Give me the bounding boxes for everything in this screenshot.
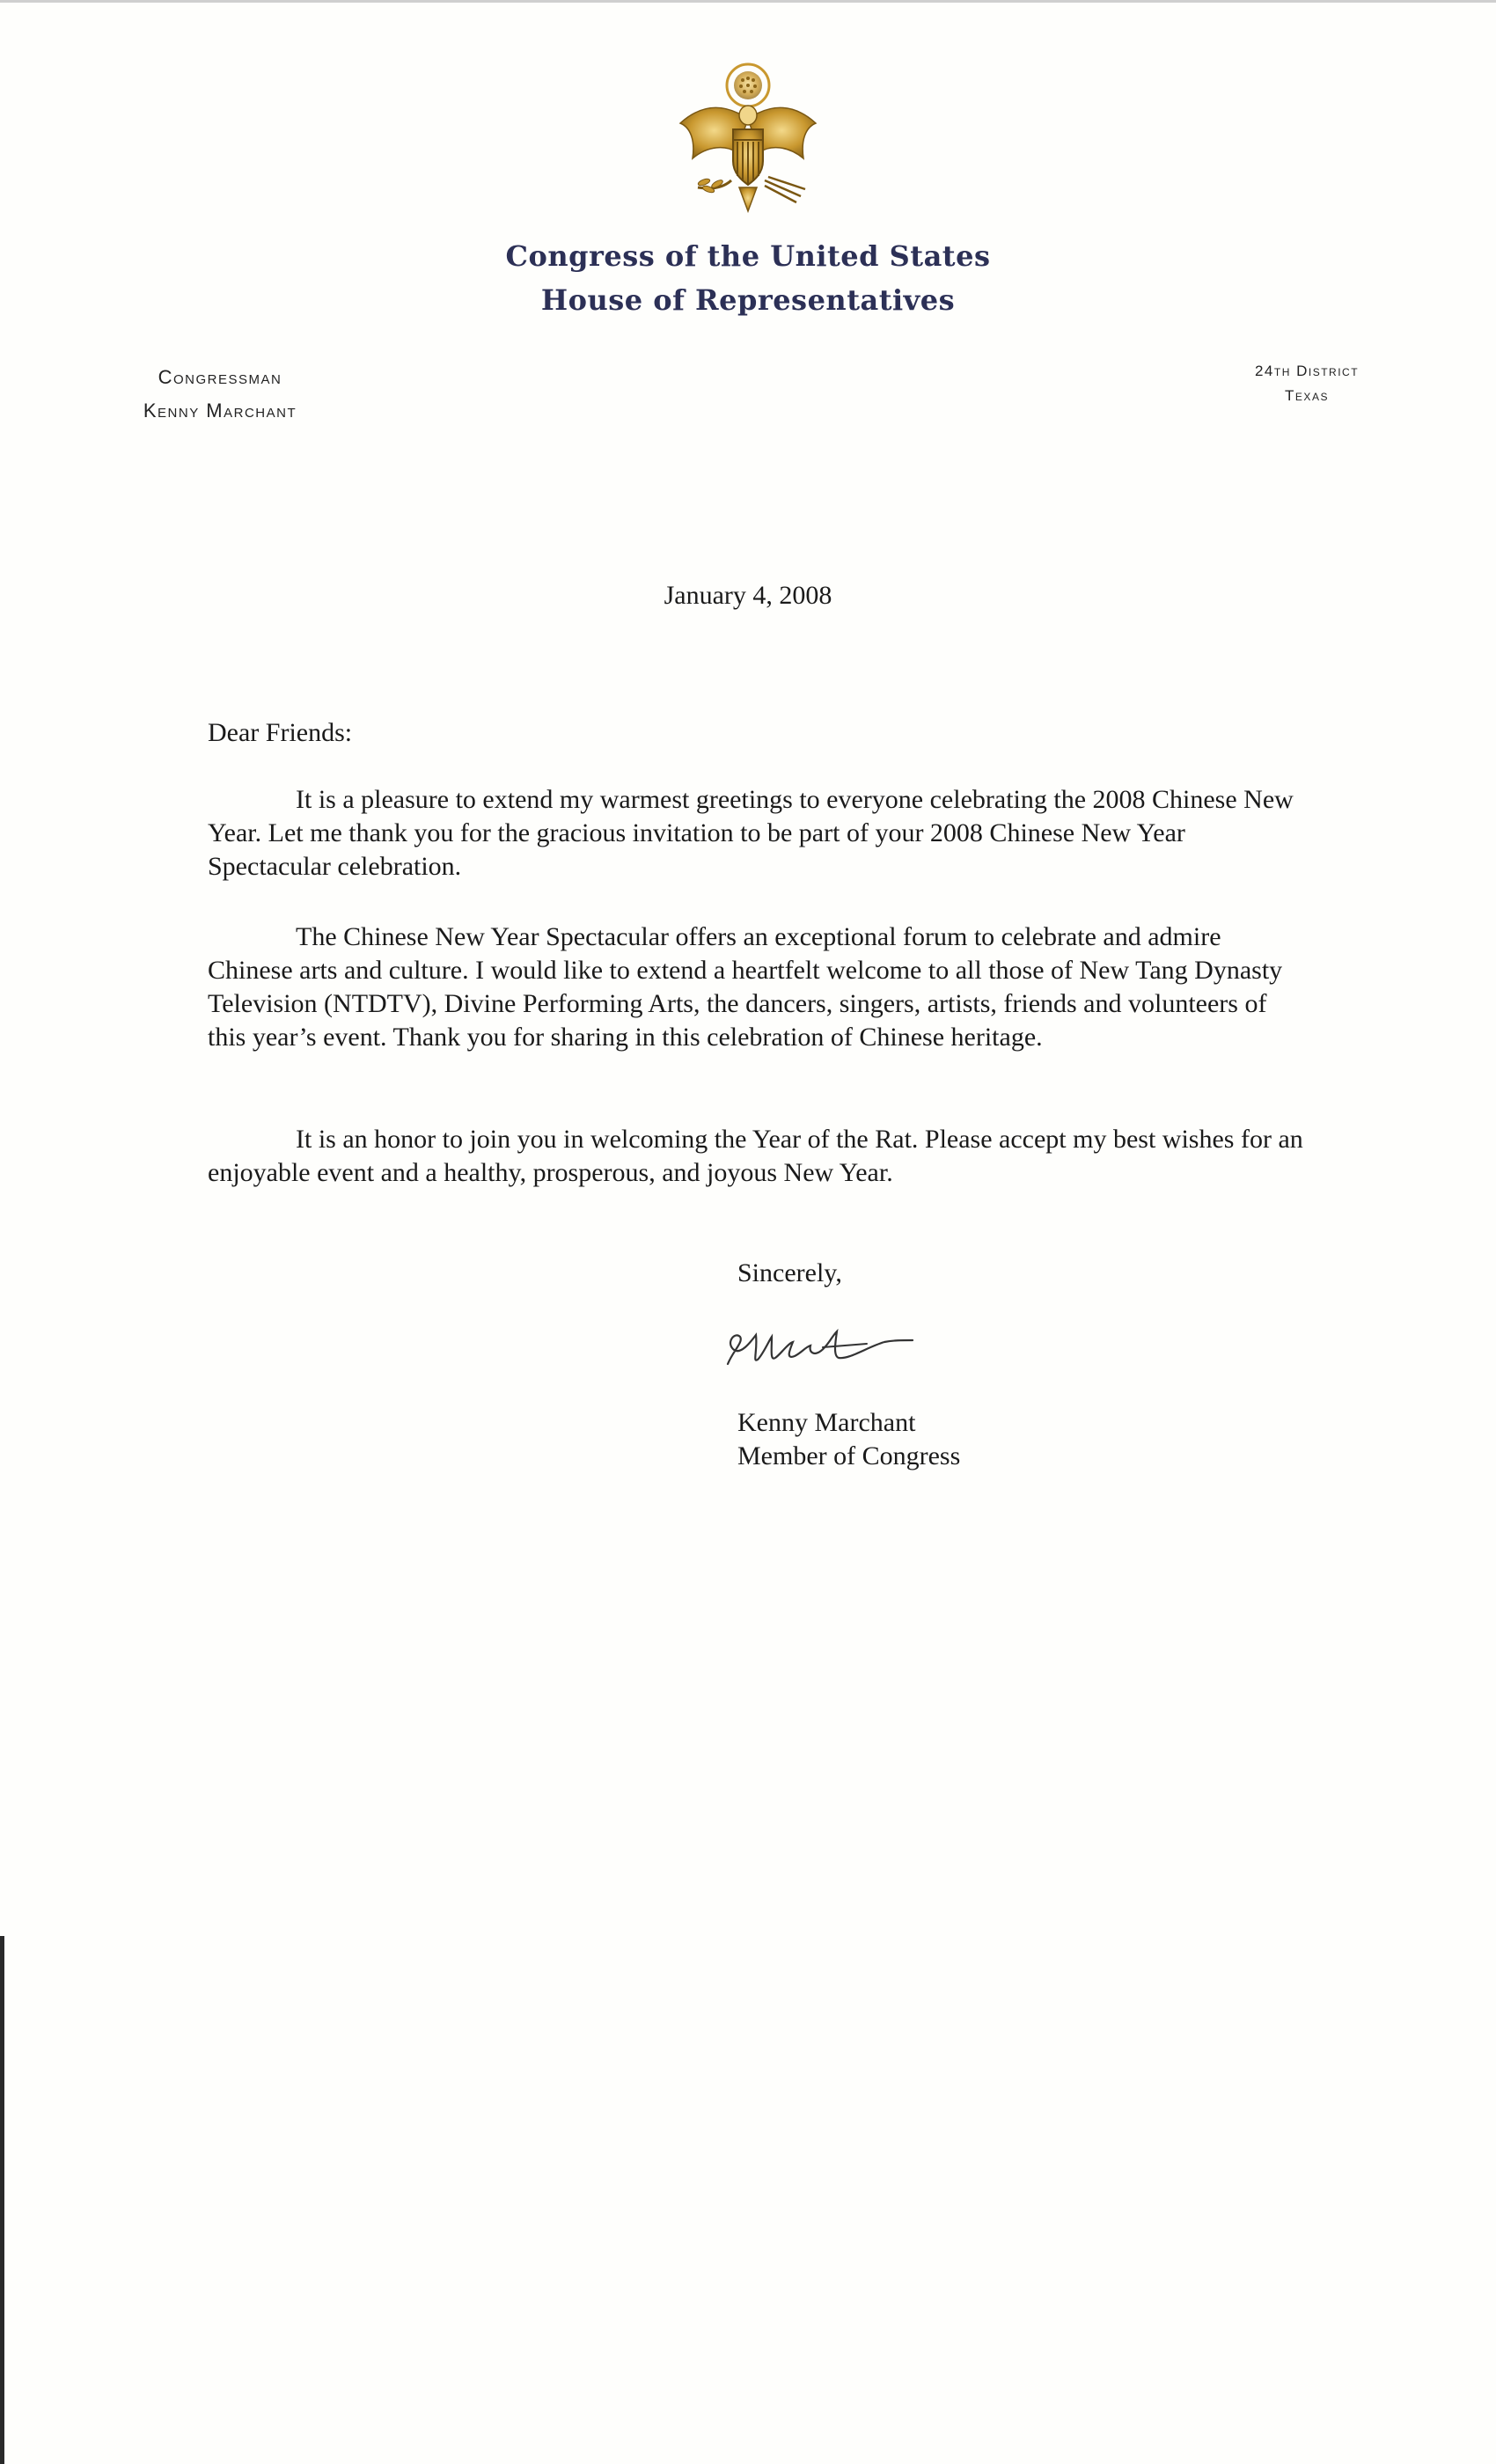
closing: Sincerely, [737,1258,842,1287]
scan-top-edge [0,0,1496,3]
signature-title: Member of Congress [737,1441,961,1470]
letterhead-congress: Congress of the United States [505,239,991,273]
letter-date: January 4, 2008 [664,581,832,610]
district-number: 24th District [1254,363,1360,379]
paragraph-3-text: It is an honor to join you in welcoming the Year of the Rat. Please accept my best wishes for an enjoyable event and a healthy, prosperous, and joyous New Year. [208,1125,1303,1187]
paragraph-1 [208,783,1308,884]
signature-name: Kenny Marchant [737,1408,916,1437]
sender-title: Congressman [158,366,282,388]
scan-left-edge-mark [0,1936,4,2464]
paragraph-1-text: It is a pleasure to extend my warmest greetings to everyone celebrating the 2008 Chinese New Year. Let me thank you for the gracious invitation to be part of your 2008 Chinese New Year Spectacular celebration. [208,785,1294,881]
sender-name: Kenny Marchant [143,400,297,422]
signature-block [737,1406,960,1473]
sender-block [123,361,317,428]
letterhead-house: House of Representatives [540,283,956,317]
handwritten-signature-icon [717,1316,920,1377]
paragraph-3 [208,1123,1308,1190]
district-block [1223,359,1390,408]
eagle-seal-icon [673,57,823,224]
paragraph-2-text: The Chinese New Year Spectacular offers an exceptional forum to celebrate and admire Chinese arts and culture. I would like to extend a heartfelt welcome to all those of New Tang Dynasty Television (NTDTV), Divine Performing Arts, the dancers, singers, artists, friends and volunteers of this year’s event. Thank you for sharing in this celebration of Chinese heritage. [208,922,1283,1052]
salutation: Dear Friends: [208,718,353,747]
district-state: Texas [1285,387,1329,404]
paragraph-2 [208,920,1308,1054]
